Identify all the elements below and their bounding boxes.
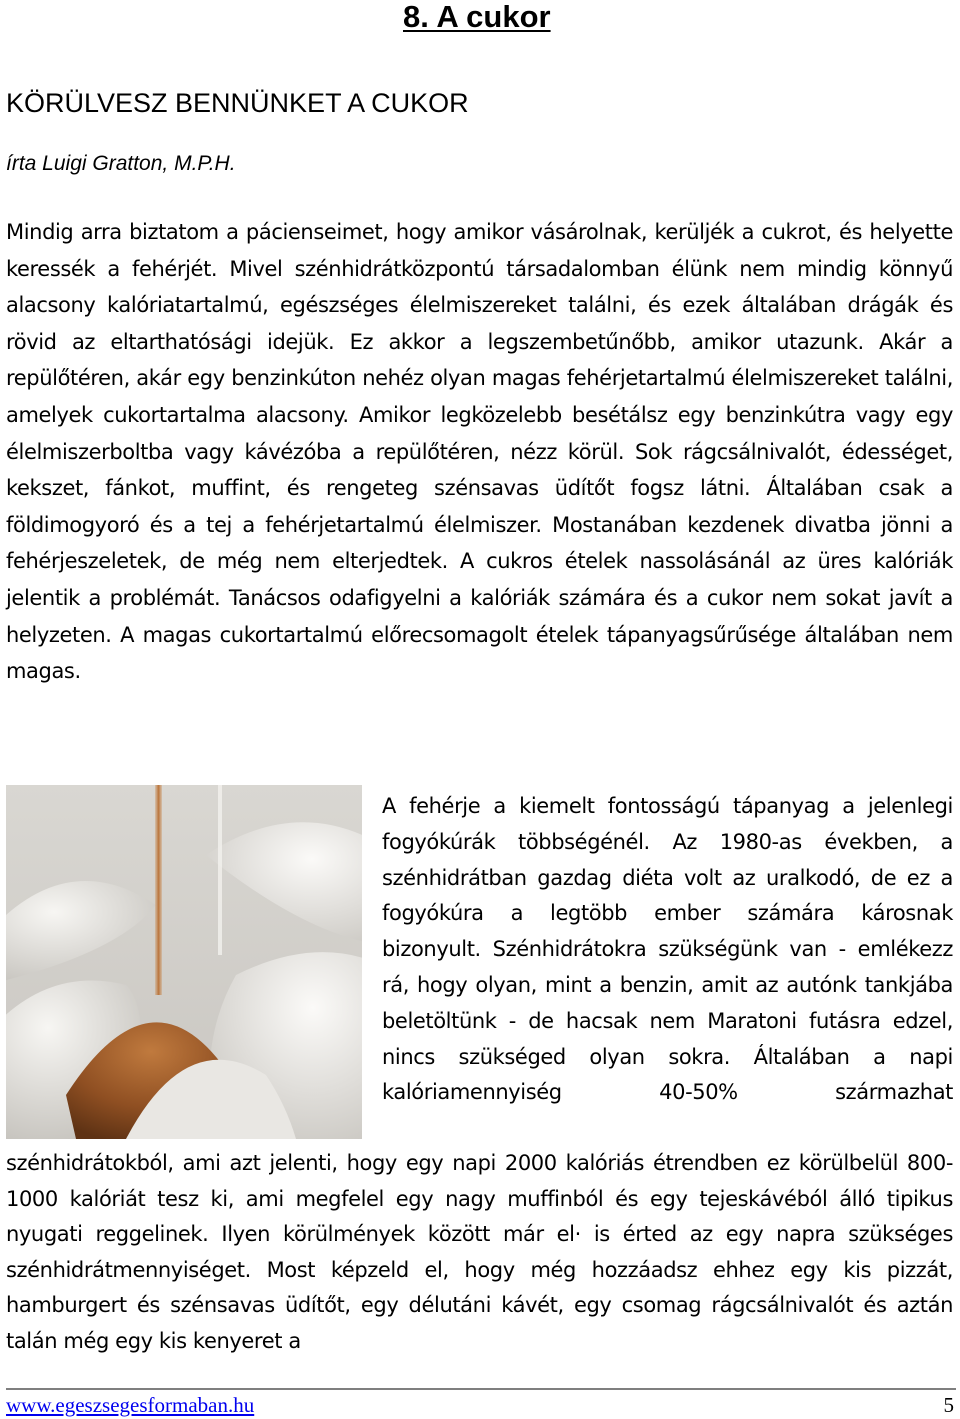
article-byline: írta Luigi Gratton, M.P.H. bbox=[6, 152, 236, 175]
sugar-piles-image bbox=[6, 785, 362, 1139]
sugar-photo bbox=[6, 785, 362, 1139]
article-paragraph-1: Mindig arra biztatom a pácienseimet, hogy amikor vásárolnak, kerüljék a cukrot, és helyette keressék a fehérjét. Mivel szénhidrátközpontú társadalomban élünk nem mindig könnyű alacsony kalóriatartalmú, egészséges élelmiszereket találni, és ezek általában drágák és rövid az eltarthatósági idejük. Ez akkor a legszembetűnőbb, amikor utazunk. Akár a repülőtéren, akár egy benzinkúton nehéz olyan magas fehérjetartalmú élelmiszereket találni, amelyek cukortartalma alacsony. Amikor legközelebb besétálsz egy benzinkútra vagy egy élelmiszerboltba vagy kávézóba a repülőtéren, nézz körül. Sok rágcsálnivalót, édességet, kekszet, fánkot, muffint, és rengeteg szénsavas üdítőt fogsz látni. Általában csak a földimogyoró és a tej a fehérjetartalmú élelmiszer. Mostanában kezdenek divatba jönni a fehérjeszeletek, de még nem elterjedtek. A cukros ételek nassolásánál az üres kalóriák jelentik a problémát. Tanácsos odafigyelni a kalóriák számára és a cukor nem sokat javít a helyzeten. A magas cukortartalmú előrecsomagolt ételek tápanyagsűrűsége általában nem magas. bbox=[6, 220, 953, 684]
article-paragraph-3: szénhidrátokból, ami azt jelenti, hogy egy napi 2000 kalóriás étrendben ez körülbelül 800-1000 kalóriát tesz ki, ami megfelel egy nagy muffinból és egy tejeskávéból álló tipikus nyugati reggelinek. Ilyen körülmények között már el· is érted az egy napra szükséges szénhidrátmennyiséget. Most képzeld el, hogy még hozzáadsz ehhez egy kis pizzát, hamburgert és szénsavas üdítőt, egy délutáni kávét, egy csomag rágcsálnivalót és aztán talán még egy kis kenyeret a bbox=[6, 1151, 953, 1353]
page-number: 5 bbox=[943, 1393, 954, 1417]
chapter-title: 8. A cukor bbox=[403, 0, 551, 34]
footer-website-link[interactable]: www.egeszsegesformaban.hu bbox=[6, 1393, 255, 1417]
article-paragraph-2: A fehérje a kiemelt fontosságú tápanyag a jelenlegi fogyókúrák többségénél. Az 1980-as években, a szénhidrátban gazdag diéta volt az uralkodó, de ez a fogyókúra a legtöbb ember számára károsnak bizonyult. Szénhidrátokra szükségünk van - emlékezz rá, hogy olyan, mint a benzin, amit az autónk tankjába beletöltünk - de hacsak nem Maratoni futásra edzel, nincs szükséged olyan sokra. Általában a napi kalóriamennyiség 40-50% származhat bbox=[382, 794, 953, 1105]
article-heading: KÖRÜLVESZ BENNÜNKET A CUKOR bbox=[6, 88, 469, 118]
footer-divider bbox=[6, 1388, 956, 1390]
